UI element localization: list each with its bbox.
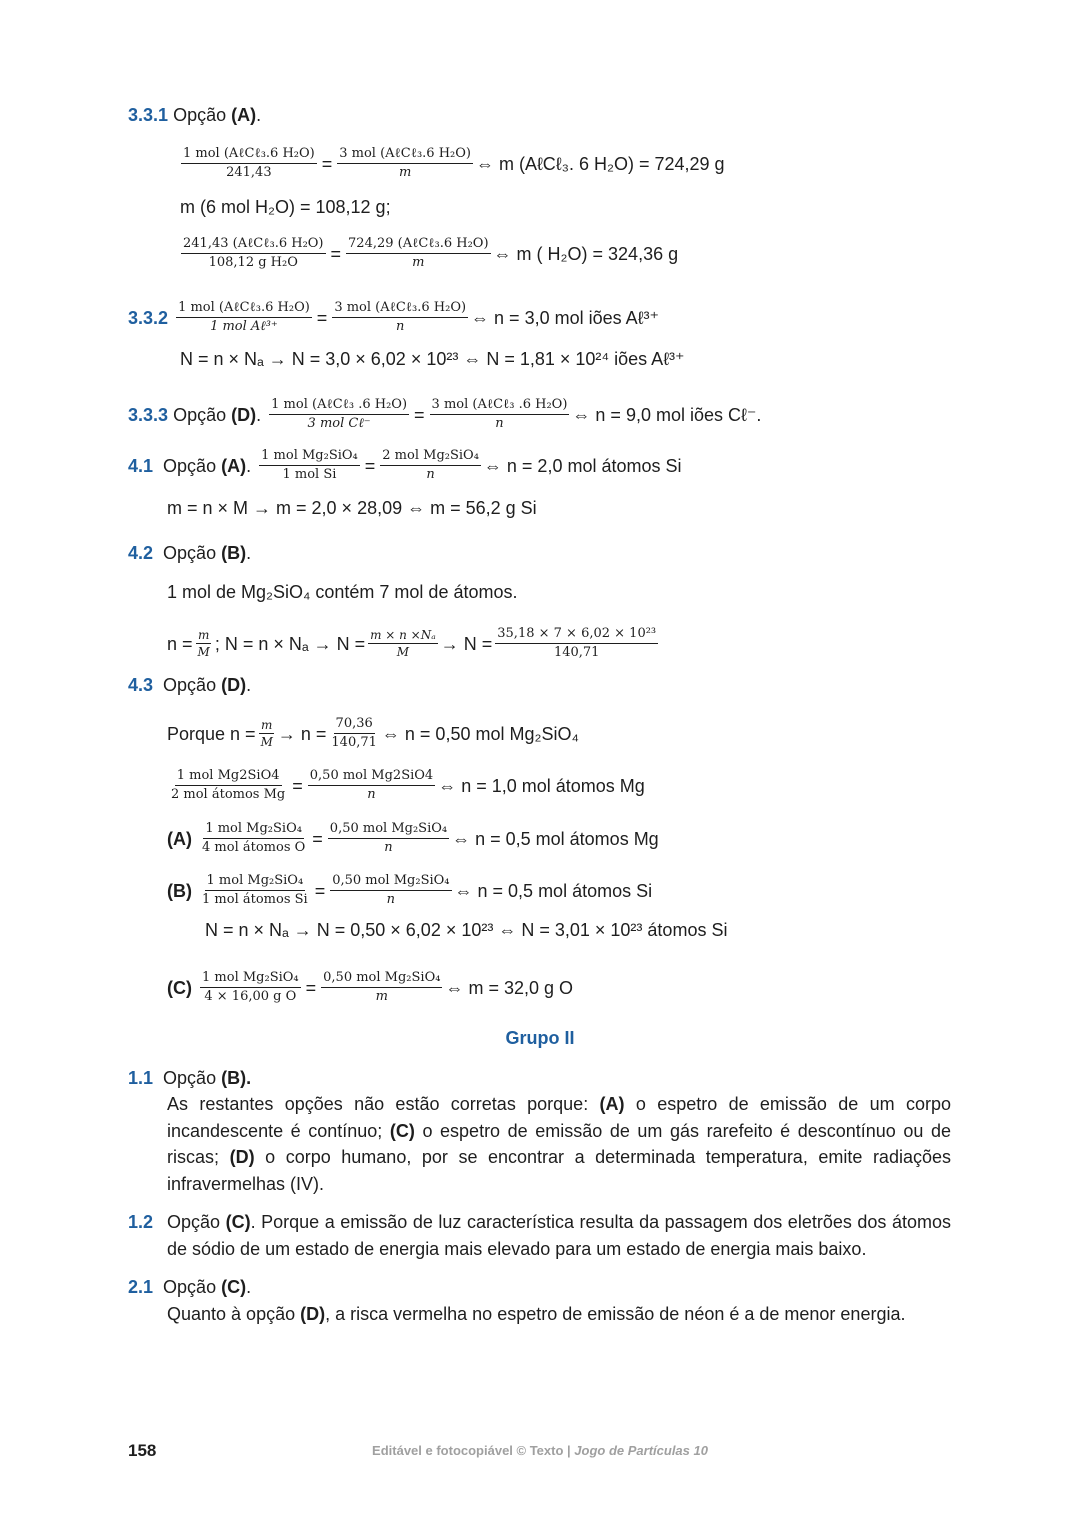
fraction: $\frac{\text{724,29 (AℓCℓ₃.6 H₂O)}}{m}$ — [348, 236, 489, 270]
equation: $\frac{\text{1 mol (AℓCℓ₃.6 H₂O)}}{241,43}$ = $\frac{\text{3 mol (AℓCℓ₃.6 H₂O)}}{m}$ ⇔ m (AℓCℓ₃. 6 H₂O) = 724,29 g — [183, 146, 725, 180]
text-line: Quanto à opção (D) , a risca vermelha no espetro de emissão de néon é a de menor energia. — [167, 1304, 906, 1324]
item-number: 4.2 — [128, 543, 154, 563]
option-word: Opção — [163, 675, 217, 695]
paragraph: Opção (C). Porque a emissão de luz característica resulta da passagem dos eletrões dos átomos de sódio de um estado de energia mais elevado para um estado de energia mais baixo. — [167, 1212, 951, 1259]
item-4-1: 4.1 Opção (A) . $\frac{\text{1 mol Mg₂SiO₄}}{\text{1 mol Si}}$ = $\frac{\text{2 mol Mg₂SiO₄}}{n}$ ⇔ n = 2,0 mol átomos Si — [128, 448, 682, 482]
item-3-3-2: 3.3.2 $\frac{\text{1 mol (AℓCℓ₃.6 H₂O)}}{\text{1 mol Aℓ³⁺}}$ = $\frac{\text{3 mol (AℓCℓ₃.6 H₂O)}}{n}$ ⇔ n = 3,0 mol iões Aℓ³⁺ — [128, 300, 659, 334]
equation-result: ⇔ n = 2,0 mol átomos Si — [483, 455, 682, 476]
option-word: Opção — [163, 1068, 217, 1088]
fraction: $\frac{\text{0,50 mol Mg₂SiO₄}}{m}$ — [323, 970, 441, 1004]
item-4-3-header: 4.3 Opção (D) . — [128, 675, 252, 695]
item-number: 1.2 — [128, 1212, 154, 1232]
fraction: $\frac{\text{1 mol (AℓCℓ₃ .6 H₂O)}}{\text{3 mol Cℓ⁻}}$ — [271, 397, 408, 431]
fraction: $\frac{\text{3 mol (AℓCℓ₃ .6 H₂O)}}{n}$ — [431, 397, 568, 431]
fraction: $\frac{\text{1 mol (AℓCℓ₃.6 H₂O)}}{241,43}$ — [183, 146, 315, 180]
fraction: $\frac{\text{1 mol Mg2SiO4}}{\text{2 mol átomos Mg}}$ — [171, 768, 286, 802]
item-number: 2.1 — [128, 1277, 154, 1297]
text-line: m = n × M → m = 2,0 × 28,09 ⇔ m = 56,2 g Si — [167, 498, 537, 518]
fraction: $\frac{\text{35,18 × 7 × 6,02 × 10²³}}{140,71}$ — [497, 626, 657, 660]
option-letter: (B). — [221, 1068, 252, 1088]
fraction: $\frac{\text{0,50 mol Mg₂SiO₄}}{n}$ — [332, 873, 450, 907]
item-3-3-3: 3.3.3 Opção (D) . $\frac{\text{1 mol (AℓCℓ₃ .6 H₂O)}}{\text{3 mol Cℓ⁻}}$ = $\frac{\text{3 mol (AℓCℓ₃ .6 H₂O)}}{n}$ ⇔ n = 9,0 mol iões Cℓ⁻. — [128, 397, 762, 431]
text-line: N = n × Nₐ → N = 0,50 × 6,02 × 10²³ ⇔ N = 3,01 × 10²³ átomos Si — [205, 920, 728, 940]
fraction: $\frac{\text{1 mol Mg₂SiO₄}}{\text{1 mol átomos Si}}$ — [202, 873, 308, 907]
item-1-1-header — [128, 1067, 251, 1089]
equation: Porque n = $\frac{m}{M}$ → n = $\frac{70,36}{140,71}$ ⇔ n = 0,50 mol Mg₂SiO₄ — [167, 716, 579, 750]
equation-result: ⇔ m (AℓCℓ₃. 6 H₂O) = 724,29 g — [475, 153, 725, 174]
equation-result: ⇔ m ( H₂O) = 324,36 g — [493, 243, 679, 264]
equation: n = $\frac{m}{M}$ ; N = n × Nₐ → N = $\frac{\text{m × n ×Nₐ}}{M}$ → N = $\frac{\text{35,18 × 7 × 6,02 × 10²³}}{140,71}$ — [167, 626, 657, 660]
option-word: Opção — [163, 455, 217, 476]
item-number: 3.3.2 — [128, 307, 169, 328]
fraction: $\frac{\text{241,43 (AℓCℓ₃.6 H₂O)}}{\text{108,12 g H₂O}}$ — [183, 236, 324, 270]
fraction: $\frac{\text{1 mol Mg₂SiO₄}}{\text{1 mol Si}}$ — [261, 448, 358, 482]
fraction: $\frac{\text{2 mol Mg₂SiO₄}}{n}$ — [382, 448, 479, 482]
paragraph: As restantes opções não estão corretas porque: (A) o espetro de emissão de um corpo incandescente é contínuo; (C) o espetro de emissão de um gás rarefeito é descontínuo ou de riscas; (D) o corpo humano, por se encontrar a determinada temperatura, emite radiações infravermelhas (IV). — [167, 1094, 951, 1194]
fraction: $\frac{\text{3 mol (AℓCℓ₃.6 H₂O)}}{m}$ — [339, 146, 471, 180]
option-letter: (A) — [221, 455, 247, 476]
fraction: $\frac{m}{M}$ — [197, 628, 210, 659]
text-line: m (6 mol H₂O) = 108,12 g; — [180, 197, 391, 217]
item-3-3-1-header: 3.3.1 Opção (A) . — [128, 105, 262, 125]
option-letter: (D) — [221, 675, 247, 695]
equation-result: ⇔ n = 3,0 mol iões Aℓ³⁺ — [471, 307, 659, 328]
item-number: 3.3.1 — [128, 105, 169, 125]
item-1-2-number — [128, 1211, 153, 1233]
text-line: 1 mol de Mg₂SiO₄ contém 7 mol de átomos. — [167, 582, 518, 602]
fraction: $\frac{\text{m × n ×Nₐ}}{M}$ — [370, 628, 436, 659]
option-letter: (B) — [221, 543, 247, 563]
fraction: $\frac{\text{1 mol Mg₂SiO₄}}{\text{4 mol átomos O}}$ — [202, 821, 306, 855]
equation-result: ⇔ n = 0,5 mol átomos Si — [454, 880, 653, 901]
option-word: Opção — [173, 404, 227, 425]
fraction: $\frac{\text{1 mol Mg₂SiO₄}}{\text{4 × 16,00 g O}}$ — [202, 970, 299, 1004]
footer-text: Editável e fotocopiável © Texto | Jogo de Partículas 10 — [372, 1443, 708, 1458]
item-4-2-header: 4.2 Opção (B) . — [128, 543, 252, 563]
option-c-equation: (C) $\frac{\text{1 mol Mg₂SiO₄}}{\text{4 × 16,00 g O}}$ = $\frac{\text{0,50 mol Mg₂SiO₄}}{m}$ ⇔ m = 32,0 g O — [167, 970, 574, 1004]
fraction: $\frac{\text{1 mol (AℓCℓ₃.6 H₂O)}}{\text{1 mol Aℓ³⁺}}$ — [178, 300, 310, 334]
section-heading: Grupo II — [505, 1028, 575, 1048]
option-word: Opção — [173, 105, 227, 125]
fraction: $\frac{70,36}{140,71}$ — [331, 716, 377, 750]
item-number: 1.1 — [128, 1068, 154, 1088]
option-word: Opção — [163, 1277, 217, 1297]
option-letter: (D) — [231, 404, 257, 425]
option-letter: (C) — [221, 1277, 247, 1297]
fraction: $\frac{m}{M}$ — [260, 718, 273, 749]
item-2-1-header: 2.1 Opção (C) . — [128, 1277, 252, 1297]
page-number: 158 — [128, 1441, 157, 1460]
text-line: N = n × Nₐ → N = 3,0 × 6,02 × 10²³ ⇔ N = 1,81 × 10²⁴ iões Aℓ³⁺ — [180, 349, 685, 369]
fraction: $\frac{\text{0,50 mol Mg₂SiO₄}}{n}$ — [329, 821, 448, 855]
option-word: Opção — [163, 543, 217, 563]
equation-result: ⇔ n = 1,0 mol átomos Mg — [438, 775, 645, 796]
option-letter: (A) — [231, 105, 257, 125]
item-number: 3.3.3 — [128, 404, 169, 425]
equation-result: ⇔ m = 32,0 g O — [445, 977, 574, 998]
fraction: $\frac{\text{0,50 mol Mg2SiO4}}{n}$ — [309, 768, 434, 802]
option-a-equation: (A) $\frac{\text{1 mol Mg₂SiO₄}}{\text{4 mol átomos O}}$ = $\frac{\text{0,50 mol Mg₂SiO₄}}{n}$ ⇔ n = 0,5 mol átomos Mg — [167, 821, 659, 855]
equation: $\frac{\text{241,43 (AℓCℓ₃.6 H₂O)}}{\text{108,12 g H₂O}}$ = $\frac{\text{724,29 (AℓCℓ₃.6 H₂O)}}{m}$ ⇔ m ( H₂O) = 324,36 g — [183, 236, 679, 270]
equation-result: ⇔ n = 0,5 mol átomos Mg — [452, 828, 659, 849]
equation: $\frac{\text{1 mol Mg2SiO4}}{\text{2 mol átomos Mg}}$ = $\frac{\text{0,50 mol Mg2SiO4}}{n}$ ⇔ n = 1,0 mol átomos Mg — [171, 768, 645, 802]
fraction: $\frac{\text{3 mol (AℓCℓ₃.6 H₂O)}}{n}$ — [334, 300, 467, 334]
item-number: 4.3 — [128, 675, 154, 695]
option-b-equation: (B) $\frac{\text{1 mol Mg₂SiO₄}}{\text{1 mol átomos Si}}$ = $\frac{\text{0,50 mol Mg₂SiO₄}}{n}$ ⇔ n = 0,5 mol átomos Si — [167, 873, 653, 907]
item-number: 4.1 — [128, 455, 154, 476]
equation-result: ⇔ n = 9,0 mol iões Cℓ⁻. — [572, 404, 762, 425]
